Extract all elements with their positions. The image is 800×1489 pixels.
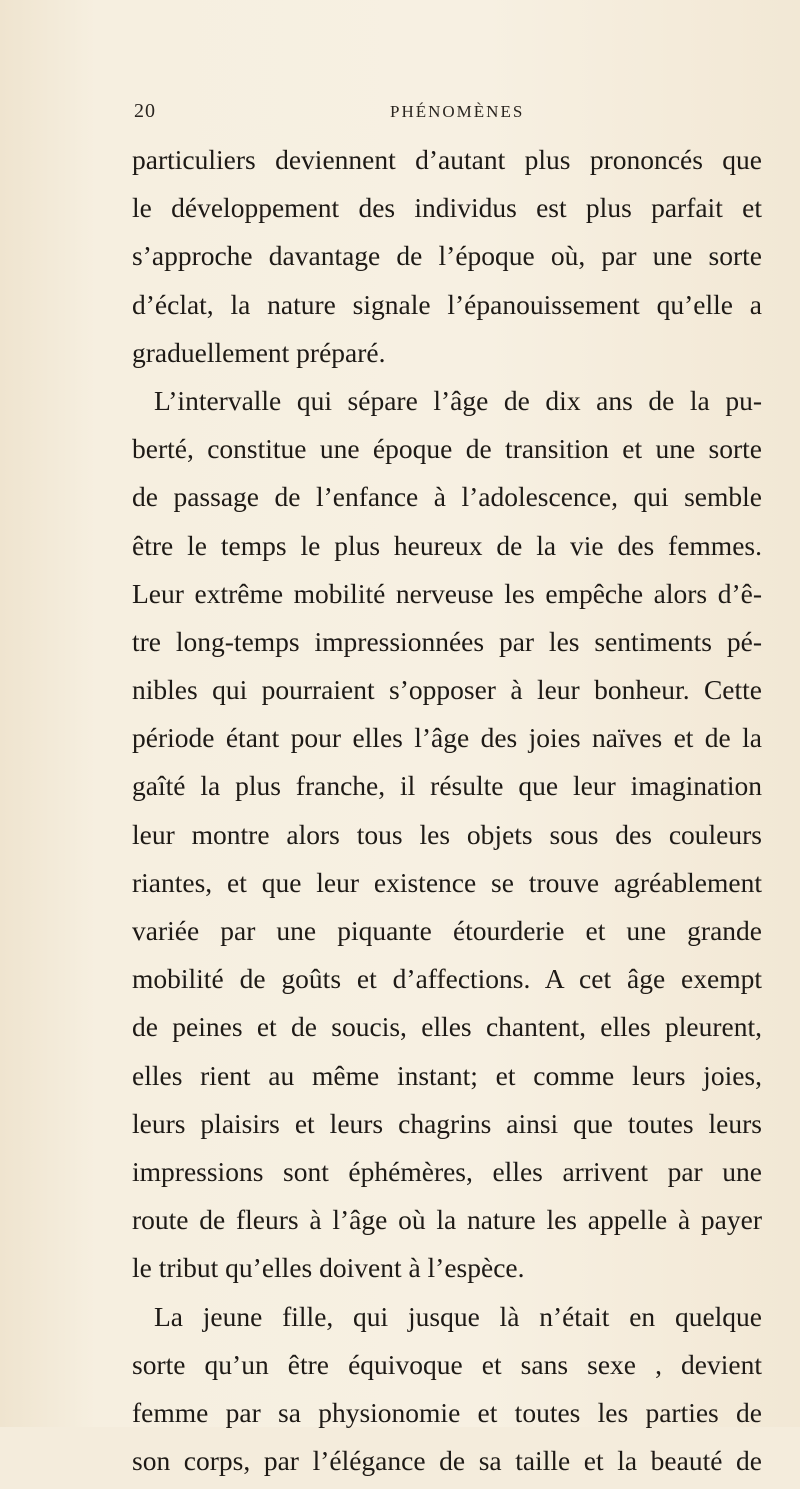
- text-line: Leur extrême mobilité nerveuse les empêche alors d’ê-: [132, 577, 762, 609]
- text-line: s’approche davantage de l’époque où, par une sorte: [132, 240, 762, 272]
- text-line: le développement des individus est plus parfait et: [132, 192, 762, 224]
- text-line: le tribut qu’elles doivent à l’espèce.: [132, 1252, 525, 1284]
- text-line: période étant pour elles l’âge des joies naïves et de la: [132, 722, 762, 754]
- text-line: de peines et de soucis, elles chantent, elles pleurent,: [132, 1011, 762, 1043]
- text-line: route de fleurs à l’âge où la nature les appelle à payer: [132, 1204, 762, 1236]
- text-line: d’éclat, la nature signale l’épanouissement qu’elle a: [132, 288, 762, 320]
- text-line: berté, constitue une époque de transition et une sorte: [132, 433, 762, 465]
- page-number: 20: [134, 100, 156, 122]
- text-line: graduellement préparé.: [132, 336, 386, 368]
- text-line: particuliers deviennent d’autant plus prononcés que: [132, 144, 762, 175]
- text-line: sorte qu’un être équivoque et sans sexe , devient: [132, 1348, 762, 1380]
- text-line: gaîté la plus franche, il résulte que leur imagination: [132, 770, 762, 802]
- text-line: impressions sont éphémères, elles arrivent par une: [132, 1155, 762, 1187]
- page-header: [120, 100, 760, 124]
- text-line: être le temps le plus heureux de la vie des femmes.: [132, 529, 762, 561]
- text-line: son corps, par l’élégance de sa taille et la beauté de: [132, 1445, 762, 1477]
- text-line: La jeune fille, qui jusque là n’était en quelque: [154, 1300, 762, 1332]
- running-title: PHÉNOMÈNES: [390, 102, 525, 121]
- text-line: L’intervalle qui sépare l’âge de dix ans de la pu-: [154, 384, 762, 416]
- text-line: femme par sa physionomie et toutes les parties de: [132, 1396, 762, 1428]
- text-line: tre long-temps impressionnées par les sentiments pé-: [132, 625, 762, 657]
- text-line: mobilité de goûts et d’affections. A cet âge exempt: [132, 963, 762, 995]
- text-line: variée par une piquante étourderie et une grande: [132, 915, 762, 946]
- text-line: de passage de l’enfance à l’adolescence, qui semble: [132, 481, 762, 513]
- body-text: [132, 140, 762, 1489]
- text-line: nibles qui pourraient s’opposer à leur bonheur. Cette: [132, 674, 762, 706]
- text-line: leur montre alors tous les objets sous des couleurs: [132, 818, 762, 850]
- text-line: elles rient au même instant; et comme leurs joies,: [132, 1059, 762, 1091]
- text-line: leurs plaisirs et leurs chagrins ainsi que toutes leurs: [132, 1107, 762, 1139]
- text-line: riantes, et que leur existence se trouve agréablement: [132, 866, 762, 898]
